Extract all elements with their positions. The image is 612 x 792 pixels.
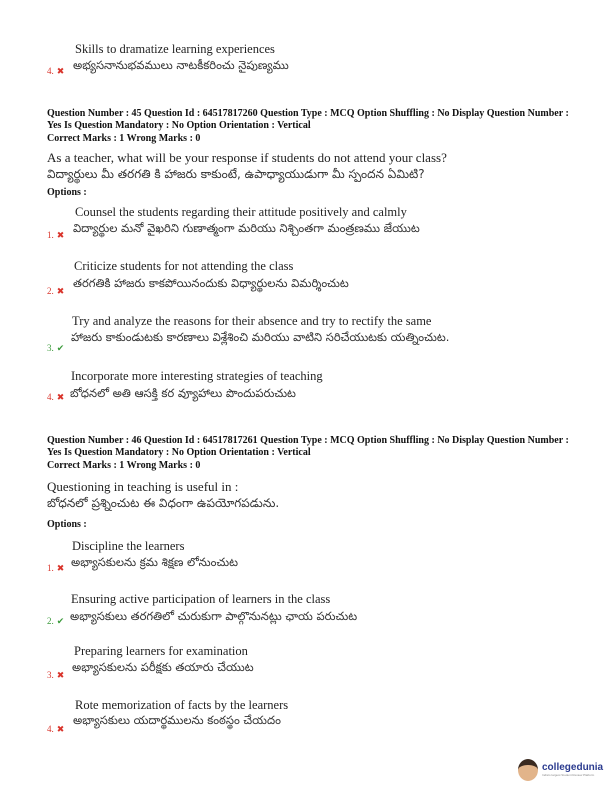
- cross-icon: ✖: [56, 724, 65, 734]
- question-text-telugu: బోధనలో ప్రశ్నించుట ఈ విధంగా ఉపయోగపడును.: [47, 496, 280, 510]
- option-text-telugu: అభ్యాసకులు తరగతిలో చురుకుగా పాల్గొనునట్లు ఛాయ పరుచుట: [70, 609, 358, 623]
- option-number: 1.: [47, 563, 54, 573]
- cross-icon: ✖: [56, 66, 65, 76]
- marks-info: Correct Marks : 1 Wrong Marks : 0: [47, 133, 201, 144]
- mascot-icon: [518, 759, 538, 781]
- option-number: 3.: [47, 343, 54, 353]
- cross-icon: ✖: [56, 286, 65, 296]
- option-text-telugu: తరగతికి హాజరు కాకపోయినందుకు విధ్యార్థులను విమర్శించుట: [73, 276, 349, 290]
- marks-info: Correct Marks : 1 Wrong Marks : 0: [47, 460, 201, 471]
- option-label: [47, 670, 64, 681]
- option-text-english: Ensuring active participation of learners in the class: [71, 592, 331, 606]
- option-text-english: Preparing learners for examination: [74, 644, 248, 658]
- option-number: 4.: [47, 724, 54, 734]
- option-text-telugu: అభ్యాసకులను పరీక్షకు తయారు చేయుట: [72, 660, 254, 674]
- option-text-english: Discipline the learners: [72, 539, 185, 553]
- option-label: [47, 230, 64, 241]
- option-number: 2.: [47, 616, 54, 626]
- option-text-telugu: విద్యార్థుల మనో వైఖరిని గుణాత్మంగా మరియు నిశ్చింతగా మంత్రణము జేయుట: [73, 221, 420, 235]
- option-label: [47, 343, 64, 354]
- option-label: [47, 616, 64, 627]
- logo-tagline: India's largest Student Review Platform: [542, 773, 595, 777]
- question-text-telugu: విద్యార్థులు మీ తరగతి కి హాజరు కాకుంటే, ఉపాధ్యాయుడుగా మీ స్పందన ఏమిటి?: [47, 167, 425, 181]
- option-number: 1.: [47, 230, 54, 240]
- option-text-telugu: అభ్యసనానుభవములు నాటకీకరించు నైపుణ్యము: [73, 58, 289, 72]
- question-meta-line-1: Question Number : 45 Question Id : 64517817260 Question Type : MCQ Option Shuffling : No Display Question Number :: [47, 108, 569, 119]
- option-text-english: Counsel the students regarding their attitude positively and calmly: [75, 205, 407, 219]
- option-text-english: Try and analyze the reasons for their absence and try to rectify the same: [72, 314, 432, 328]
- cross-icon: ✖: [56, 670, 65, 680]
- option-label: [47, 724, 64, 735]
- question-meta-line-1: Question Number : 46 Question Id : 64517817261 Question Type : MCQ Option Shuffling : No Display Question Number :: [47, 435, 569, 446]
- option-text-english: Criticize students for not attending the class: [74, 259, 294, 273]
- option-text-english: Rote memorization of facts by the learners: [75, 698, 289, 712]
- question-meta-line-2: Yes Is Question Mandatory : No Option Orientation : Vertical: [47, 120, 311, 131]
- option-label: [47, 563, 64, 574]
- options-label: Options :: [47, 519, 87, 530]
- option-number: 3.: [47, 670, 54, 680]
- cross-icon: ✖: [56, 563, 65, 573]
- option-text-telugu: అభ్యాసకులు యదార్థములను కంఠస్థం చేయదం: [73, 713, 281, 727]
- option-label: [47, 392, 64, 403]
- option-number: 4.: [47, 66, 54, 76]
- question-text-english: Questioning in teaching is useful in :: [47, 479, 239, 494]
- option-text-telugu: బోధనలో అతి ఆసక్తి కర వ్యూహాలు పొందుపరుచుట: [70, 386, 296, 400]
- logo-name: collegedunia: [542, 762, 604, 773]
- cross-icon: ✖: [56, 392, 65, 402]
- option-label: [47, 286, 64, 297]
- option-text-english: Skills to dramatize learning experiences: [75, 42, 275, 56]
- option-text-english: Incorporate more interesting strategies of teaching: [71, 369, 323, 383]
- logo-text: [542, 763, 603, 777]
- option-number: 4.: [47, 392, 54, 402]
- option-number: 2.: [47, 286, 54, 296]
- collegedunia-logo: [518, 752, 608, 788]
- checkmark-icon: ✔: [56, 616, 65, 626]
- options-label: Options :: [47, 187, 87, 198]
- option-label: [47, 66, 64, 77]
- option-text-telugu: హాజరు కాకుండుటకు కారణాలు విశ్లేశించి మరియు వాటిని సరిచేయుటకు యత్నించుట.: [71, 330, 450, 344]
- checkmark-icon: ✔: [56, 343, 65, 353]
- question-text-english: As a teacher, what will be your response if students do not attend your class?: [47, 150, 447, 165]
- cross-icon: ✖: [56, 230, 65, 240]
- question-meta-line-2: Yes Is Question Mandatory : No Option Orientation : Vertical: [47, 447, 311, 458]
- option-text-telugu: అభ్యాసకులను క్రమ శిక్షణ లోనుంచుట: [71, 555, 239, 569]
